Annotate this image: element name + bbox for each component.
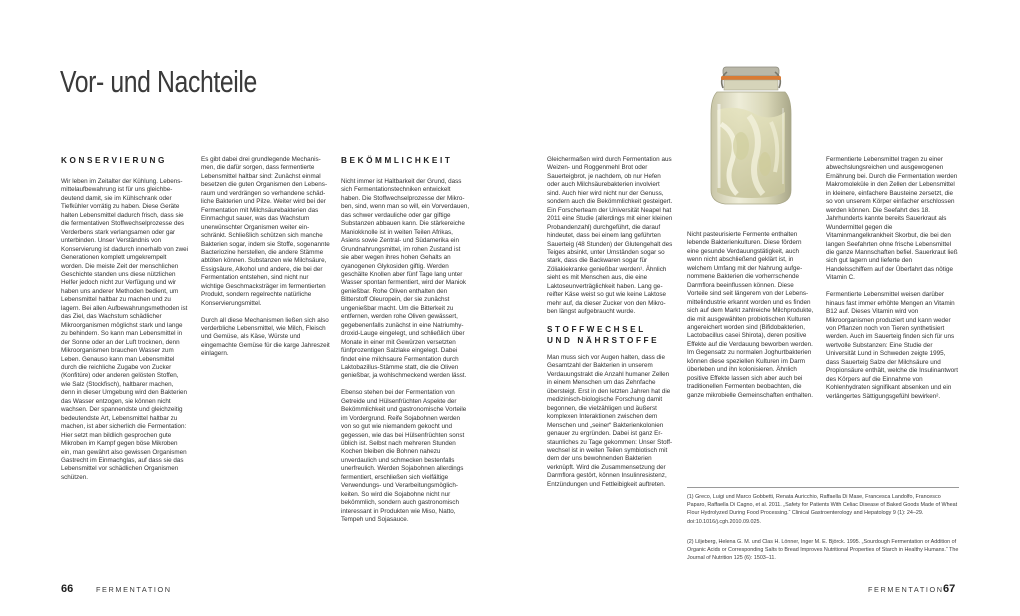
paragraph: Man muss sich vor Augen halten, dass die Gesamtzahl der Bakterien in unserem Verdauungstrakt die Anzahl humaner Zellen in einem Menschen um das Zehnfache übersteigt. Erst in den letzten Jahren hat die medizinisch-biologische Forschung damit begonnen, die vielzähligen und äußerst komplexen Interaktionen zwischen dem Menschen und „seiner“ Bakterienkolonien genauer zu ergründen. Dabei ist ganz Erstaunliches zu Tage gekommen: Unser Stoffwechsel ist in weiten Teilen symbiotisch mit dem der uns bewohnenden Bakterien verknüpft. Wird die Zusammensetzung der Darmflora gestört, können Insulinresistenz, Entzündungen und Fettleibigkeit auftreten.: [547, 354, 673, 488]
paragraph: Es gibt dabei drei grundlegende Mechanismen, die dafür sorgen, dass fermentierte Lebensmittel haltbar sind: Zunächst einmal besetzen die guten Organismen den Lebensraum und verdrängen so verhandene schädliche Bakterien und Pilze. Weiter wird bei der Fermentation mit Milchsäurebakterien das Einmachgut sauer, was das Wachstum unerwünschter Organismen weiter einschränkt. Schließlich schützen sich manche Bakterien sogar, indem sie Stoffe, sogenannte Bacteriozine herstellen, die andere Stämme abtöten können. Substanzen wie Milchsäure, Essigsäure, Alkohol und andere, die bei der Fermentation entstehen, sind nicht nur wichtige Geschmacksträger im fermentierten Produkt, sondern regelrechte natürliche Konservierungsmittel.: [201, 156, 330, 307]
running-footer-left: FERMENTATION: [96, 585, 172, 594]
running-footer-right: FERMENTATION: [868, 585, 944, 594]
column-bekoemmlichkeit: [341, 156, 470, 533]
paragraph: Nicht pasteurisierte Fermente enthalten lebende Bakterienkulturen. Diese fördern eine gesunde Verdauungstätigkeit, auch wenn nicht abschließend geklärt ist, in welchem Umfang mit der Nahrung aufgenommene Bakterien die vorherrschende Darmflora beeinflussen können. Diese Vorteile sind seit längerem von der Lebensmittelindustrie erkannt worden und es finden sich auf dem Markt zahlreiche Milchprodukte, die mit ausgewählten probiotischen Kulturen angereichert worden sind (Bifidobakterien, Lactobacillus casei Shirota), deren positive Effekte auf die Verdauung beworben werden. Im Gegensatz zu normalen Joghurtbakterien können diese speziellen Kulturen im Darm überleben und ihn kolonisieren. Ähnlich positive Effekte lassen sich aber auch bei traditionellen Fermenten beobachten, die ganze mikrobielle Gemeinschaften enthalten.: [687, 231, 814, 399]
column-naehrstoffe: [826, 156, 959, 409]
page-title: Vor- und Nachteile: [60, 64, 257, 99]
paragraph: Wir leben im Zeitalter der Kühlung. Lebensmittelaufbewahrung ist für uns gleichbedeutend damit, sie im Kühlschrank oder Tiefkühler vorrätig zu haben. Diese Geräte halten Lebensmittel dadurch frisch, dass sie die fermentativen Stoffwechselprozesse des Verderbens stark verlangsamen oder gar unterbinden. Unser Verständnis von Konservierung ist dadurch innerhalb von zwei Generationen komplett umgekrempelt worden. Die meiste Zeit der menschlichen Geschichte standen uns diese nützlichen Helfer jedoch nicht zur Verfügung und wir haben uns anderer Methoden bedient, um Lebensmittel haltbar zu machen und zu lagern. Bei allen Aufbewahrungsmethoden ist das Ziel, das Wachstum schädlicher Mikroorganismen möglichst stark und lange zu behindern. So kann man Lebensmittel in der Sonne oder an der Luft trocknen, denn Mikroorganismen brauchen Wasser zum Leben. Genauso kann man Lebensmittel durch die reichliche Zugabe von Zucker (Konfitüre) oder anderen gelösten Stoffen, wie Salz (Stockfisch), haltbarer machen, denn in dieser Umgebung wird den Bakterien das Wasser entzogen, sie können nicht wachsen. Der spannendste und gleichzeitig bedeutendste Art, Lebensmittel haltbar zu machen, ist aber sicherlich die Fermentation: Hier setzt man bildlich gesprochen gute Mikroben im Kampf gegen böse Mikroben ein, man gewährt also gewissen Organismen Gastrecht im Einmachglas, auf dass sie das Lebensmittel vor schädlichen Organismen schützen.: [61, 178, 189, 481]
paragraph: Durch all diese Mechanismen ließen sich also verderbliche Lebensmittel, wie Milch, Fleisch und Gemüse, als Käse, Würste und eingemachte Gemüse für die karge Jahreszeit einlagern.: [201, 316, 330, 358]
footnote-1: (1) Greco, Luigi und Marco Gobbetti, Renata Auricchio, Raffaella Di Mase, Francesca Landolfo, Francesco Paparo, Raffaella Di Cagno, et al. 2011. „Safety for Patients With Celiac Disease of Baked Goods Made of Wheat Flour Hydrolyzed During Food Processing.“ Clinical Gastroenterology and Hepatology 9 (1): 24–29. doi:10.1016/j.cgh.2010.09.025.: [687, 494, 958, 525]
page-number-left: 66: [61, 583, 74, 595]
page-number-right: 67: [943, 583, 956, 595]
jar-photo: [697, 64, 803, 208]
paragraph: Fermentierte Lebensmittel weisen darüber hinaus fast immer erhöhte Mengen an Vitamin B12 auf. Dieses Vitamin wird von Mikroorganismen produziert und kann weder von Pflanzen noch von Tieren synthetisiert werden. Auch im Sauerteig finden sich für uns wertvolle Substanzen: Eine Studie der Universität Lund in Schweden zeigte 1995, dass Sauerteig Salze der Milchsäure und Propionsäure enthält, welche die Insulinantwort des Körpers auf die Einnahme von Kohlenhydraten signifikant absenken und ein verlängertes Sättigungsgefühl bewirken².: [826, 291, 958, 400]
section-heading-konservierung: KONSERVIERUNG: [61, 156, 167, 165]
paragraph: Ebenso stehen bei der Fermentation von Getreide und Hülsenfrüchten Aspekte der Bekömmlichkeit und gastronomische Vorteile im Vordergrund. Reife Sojabohnen werden von so gut wie niemandem gekocht und gegessen, wie das bei Hülsenfrüchten sonst üblich ist. Selbst nach mehreren Stunden Kochen bleiben die Bohnen nahezu unverdaulich und schmecken bestenfalls unerfreulich. Werden Sojabohnen allerdings fermentiert, erschließen sich vielfältige Verwendungs- und Verarbeitungsmöglichkeiten. So wird die Sojabohne nicht nur bekömmlich, sondern auch gastronomisch interessant in Produkten wie Miso, Natto, Tempeh und Sojasauce.: [341, 389, 467, 524]
section-heading-bekoemmlichkeit: BEKÖMMLICHKEIT: [341, 156, 453, 165]
column-mechanismen: [201, 156, 330, 367]
column-probiotik: [687, 231, 815, 408]
footnotes: [687, 487, 959, 574]
paragraph: Nicht immer ist Haltbarkeit der Grund, dass sich Fermentationstechniken entwickelt haben. Die Stoffwechselprozesse der Mikroben, sind, wenn man so will, ein Vorverdauen, das schwer verdauliche oder gar giftige Substanzen abbauen kann. Die stärkereiche Maniokknolle ist in weiten Teilen Afrikas, Asiens sowie Zentral- und Südamerika ein Grundnahrungsmittel, im rohen Zustand ist sie aber wegen ihres hohen Gehalts an cyanogenen Glykosiden giftig. Werden geschälte Knollen aber fünf Tage lang unter Wasser spontan fermentiert, wird der Maniok genießbar. Rohe Oliven enthalten den Bitterstoff Oleuropein, der sie zunächst ungenießbar macht. Um die Bitterkeit zu entfernen, werden rohe Oliven gewässert, gegebenenfalls zunächst in eine Natriumhydroxid-Lauge eingelegt, und schließlich über Monate in einer mit Gewürzen versetzten fünfprozentigen Salzlake eingelegt. Dabei findet eine milchsaure Fermentation durch Laktobazillus-Stämme statt, die die Oliven genießbar, ja wohlschmeckend werden lässt.: [341, 178, 470, 380]
paragraph: Gleichermaßen wird durch Fermentation aus Weizen- und Roggenmehl Brot oder Sauerteigbrot, je nachdem, ob nur Hefen oder auch Milchsäurebakterien involviert sind. Auch hier wird nicht nur der Genuss, sondern auch die Bekömmlichkeit gesteigert. Ein Forscherteam der Universität Neapel hat 2011 eine Studie (allerdings mit einer kleinen Probandenzahl) durchgeführt, die darauf hindeutet, dass bei einem lang geführten Sauerteig (48 Stunden) der Glutengehalt des Teiges absinkt, unter Umständen sogar so stark, dass die Backwaren sogar für Zöliakiekranke genießbar werden¹. Ähnlich sieht es mit Menschen aus, die eine Laktoseunverträglichkeit haben. Lang gereifter Käse weist so gut wie keine Laktose mehr auf, da dieser Zucker von den Mikroben längst aufgebraucht wurde.: [547, 156, 673, 316]
column-gleichermassen: [547, 156, 674, 498]
footnote-2: (2) Liljeberg, Helena G. M. und Clas H. Lönner, Inger M. E. Björck. 1995. „Sourdough Fermentation or Addition of Organic Acids or Corresponding Salts to Bread Improves Nutritional Properties of Starch in Healthy Humans.“ The Journal of Nutrition 125 (6): 1503–11.: [687, 538, 959, 562]
section-heading-stoffwechsel: STOFFWECHSEL UND NÄHRSTOFFE: [547, 325, 660, 345]
paragraph: Fermentierte Lebensmittel tragen zu einer abwechslungsreichen und ausgewogenen Ernährung bei. Durch die Fermentation werden Makromoleküle in den Zellen der Lebensmittel in kleinere, einfachere Bausteine zersetzt, die so von unserem Körper einfacher erschlossen werden können. Die Seefahrt des 18. Jahrhunderts kannte bereits Sauerkraut als Wundermittel gegen die Vitaminmangelkrankheit Skorbut, die bei den langen Seefahrten ohne frische Lebensmittel die ganze Mannschaften befiel. Sauerkraut ließ sich gut lagern und lieferte den Handelsschiffern auf der Überfahrt das nötige Vitamin C.: [826, 156, 958, 282]
jar-with-fermented-vegetables-icon: [697, 64, 803, 208]
column-konservierung: [61, 156, 189, 491]
